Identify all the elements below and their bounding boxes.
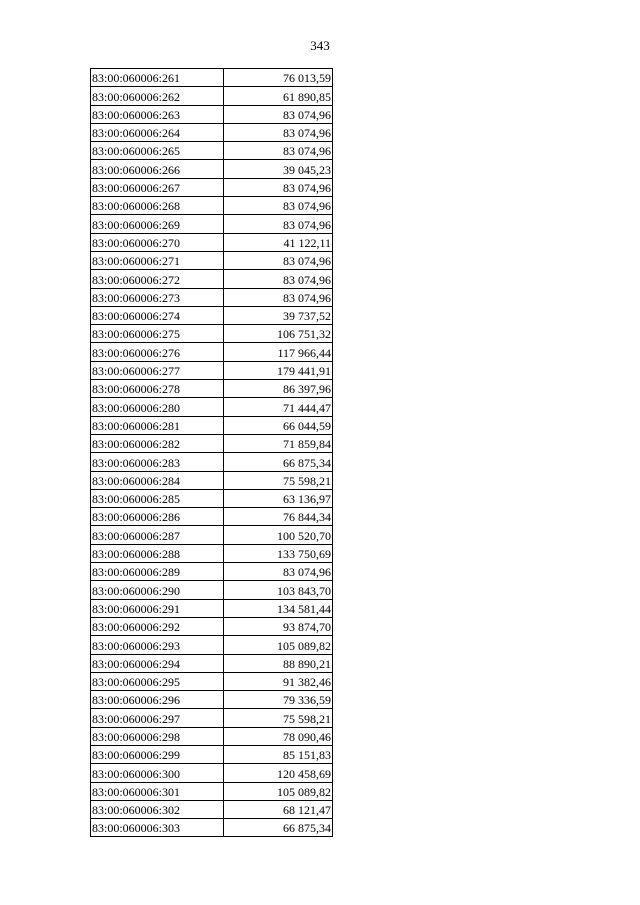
table-row	[91, 636, 333, 654]
cadastral-number-cell: 83:00:060006:274	[91, 306, 224, 324]
cadastral-number-cell: 83:00:060006:265	[91, 142, 224, 160]
cadastral-number-cell: 83:00:060006:280	[91, 398, 224, 416]
table-row	[91, 489, 333, 507]
table-row	[91, 215, 333, 233]
cadastral-number-cell: 83:00:060006:298	[91, 727, 224, 745]
table-row	[91, 599, 333, 617]
cadastral-value-cell: 179 441,91	[224, 361, 333, 379]
table-row	[91, 361, 333, 379]
table-row	[91, 764, 333, 782]
table-row	[91, 709, 333, 727]
table-row	[91, 581, 333, 599]
cadastral-number-cell: 83:00:060006:262	[91, 87, 224, 105]
cadastral-number-cell: 83:00:060006:264	[91, 123, 224, 141]
cadastral-number-cell: 83:00:060006:291	[91, 599, 224, 617]
cadastral-value-table	[90, 68, 333, 837]
cadastral-value-cell: 75 598,21	[224, 471, 333, 489]
table-row	[91, 672, 333, 690]
table-row	[91, 105, 333, 123]
cadastral-number-cell: 83:00:060006:287	[91, 526, 224, 544]
cadastral-value-cell: 133 750,69	[224, 544, 333, 562]
table-row	[91, 380, 333, 398]
table-row	[91, 178, 333, 196]
table-row	[91, 69, 333, 87]
cadastral-value-cell: 83 074,96	[224, 105, 333, 123]
table-row	[91, 471, 333, 489]
cadastral-number-cell: 83:00:060006:273	[91, 288, 224, 306]
cadastral-number-cell: 83:00:060006:303	[91, 819, 224, 837]
cadastral-value-cell: 83 074,96	[224, 197, 333, 215]
table-row	[91, 343, 333, 361]
cadastral-value-cell: 66 875,34	[224, 453, 333, 471]
cadastral-value-cell: 41 122,11	[224, 233, 333, 251]
table-row	[91, 800, 333, 818]
cadastral-value-cell: 120 458,69	[224, 764, 333, 782]
table-row	[91, 398, 333, 416]
table-row	[91, 819, 333, 837]
cadastral-value-cell: 83 074,96	[224, 215, 333, 233]
cadastral-value-cell: 83 074,96	[224, 251, 333, 269]
cadastral-value-cell: 100 520,70	[224, 526, 333, 544]
table-row	[91, 123, 333, 141]
cadastral-value-cell: 78 090,46	[224, 727, 333, 745]
table-body	[91, 69, 333, 837]
cadastral-value-cell: 117 966,44	[224, 343, 333, 361]
cadastral-number-cell: 83:00:060006:288	[91, 544, 224, 562]
cadastral-number-cell: 83:00:060006:302	[91, 800, 224, 818]
cadastral-value-cell: 83 074,96	[224, 178, 333, 196]
cadastral-number-cell: 83:00:060006:282	[91, 434, 224, 452]
cadastral-number-cell: 83:00:060006:284	[91, 471, 224, 489]
table-row	[91, 416, 333, 434]
table-row	[91, 691, 333, 709]
cadastral-value-cell: 103 843,70	[224, 581, 333, 599]
cadastral-value-cell: 75 598,21	[224, 709, 333, 727]
cadastral-number-cell: 83:00:060006:290	[91, 581, 224, 599]
table-row	[91, 142, 333, 160]
cadastral-value-cell: 134 581,44	[224, 599, 333, 617]
cadastral-number-cell: 83:00:060006:301	[91, 782, 224, 800]
cadastral-number-cell: 83:00:060006:295	[91, 672, 224, 690]
table-row	[91, 782, 333, 800]
cadastral-value-cell: 39 045,23	[224, 160, 333, 178]
cadastral-value-cell: 91 382,46	[224, 672, 333, 690]
cadastral-number-cell: 83:00:060006:270	[91, 233, 224, 251]
cadastral-value-cell: 105 089,82	[224, 782, 333, 800]
table-row	[91, 563, 333, 581]
cadastral-value-cell: 66 044,59	[224, 416, 333, 434]
table-row	[91, 160, 333, 178]
cadastral-value-cell: 86 397,96	[224, 380, 333, 398]
cadastral-number-cell: 83:00:060006:285	[91, 489, 224, 507]
table-row	[91, 197, 333, 215]
cadastral-number-cell: 83:00:060006:278	[91, 380, 224, 398]
cadastral-value-cell: 79 336,59	[224, 691, 333, 709]
cadastral-number-cell: 83:00:060006:271	[91, 251, 224, 269]
table-row	[91, 508, 333, 526]
cadastral-number-cell: 83:00:060006:267	[91, 178, 224, 196]
cadastral-value-cell: 61 890,85	[224, 87, 333, 105]
cadastral-value-cell: 106 751,32	[224, 325, 333, 343]
cadastral-number-cell: 83:00:060006:294	[91, 654, 224, 672]
cadastral-number-cell: 83:00:060006:276	[91, 343, 224, 361]
table-row	[91, 544, 333, 562]
cadastral-number-cell: 83:00:060006:299	[91, 745, 224, 763]
cadastral-value-cell: 105 089,82	[224, 636, 333, 654]
table-row	[91, 288, 333, 306]
cadastral-value-cell: 83 074,96	[224, 563, 333, 581]
cadastral-number-cell: 83:00:060006:293	[91, 636, 224, 654]
table-row	[91, 306, 333, 324]
cadastral-value-cell: 68 121,47	[224, 800, 333, 818]
cadastral-value-cell: 71 859,84	[224, 434, 333, 452]
cadastral-number-cell: 83:00:060006:286	[91, 508, 224, 526]
cadastral-number-cell: 83:00:060006:296	[91, 691, 224, 709]
table-row	[91, 325, 333, 343]
cadastral-number-cell: 83:00:060006:275	[91, 325, 224, 343]
cadastral-number-cell: 83:00:060006:269	[91, 215, 224, 233]
cadastral-number-cell: 83:00:060006:297	[91, 709, 224, 727]
table-row	[91, 87, 333, 105]
cadastral-number-cell: 83:00:060006:283	[91, 453, 224, 471]
table-row	[91, 617, 333, 635]
table-row	[91, 270, 333, 288]
cadastral-value-cell: 76 844,34	[224, 508, 333, 526]
page-number: 343	[310, 38, 330, 53]
table-row	[91, 745, 333, 763]
table-row	[91, 727, 333, 745]
cadastral-number-cell: 83:00:060006:300	[91, 764, 224, 782]
cadastral-number-cell: 83:00:060006:292	[91, 617, 224, 635]
table-row	[91, 434, 333, 452]
cadastral-value-cell: 83 074,96	[224, 270, 333, 288]
table-row	[91, 526, 333, 544]
cadastral-number-cell: 83:00:060006:261	[91, 69, 224, 87]
cadastral-value-cell: 93 874,70	[224, 617, 333, 635]
cadastral-number-cell: 83:00:060006:263	[91, 105, 224, 123]
cadastral-value-cell: 76 013,59	[224, 69, 333, 87]
cadastral-value-cell: 83 074,96	[224, 123, 333, 141]
cadastral-value-cell: 63 136,97	[224, 489, 333, 507]
table-row	[91, 251, 333, 269]
cadastral-value-cell: 88 890,21	[224, 654, 333, 672]
cadastral-number-cell: 83:00:060006:281	[91, 416, 224, 434]
cadastral-number-cell: 83:00:060006:272	[91, 270, 224, 288]
cadastral-number-cell: 83:00:060006:289	[91, 563, 224, 581]
table-row	[91, 453, 333, 471]
cadastral-number-cell: 83:00:060006:266	[91, 160, 224, 178]
cadastral-value-cell: 39 737,52	[224, 306, 333, 324]
cadastral-number-cell: 83:00:060006:268	[91, 197, 224, 215]
cadastral-value-cell: 71 444,47	[224, 398, 333, 416]
cadastral-value-cell: 66 875,34	[224, 819, 333, 837]
cadastral-number-cell: 83:00:060006:277	[91, 361, 224, 379]
cadastral-value-cell: 83 074,96	[224, 288, 333, 306]
table-row	[91, 654, 333, 672]
table-row	[91, 233, 333, 251]
cadastral-value-cell: 85 151,83	[224, 745, 333, 763]
cadastral-value-cell: 83 074,96	[224, 142, 333, 160]
